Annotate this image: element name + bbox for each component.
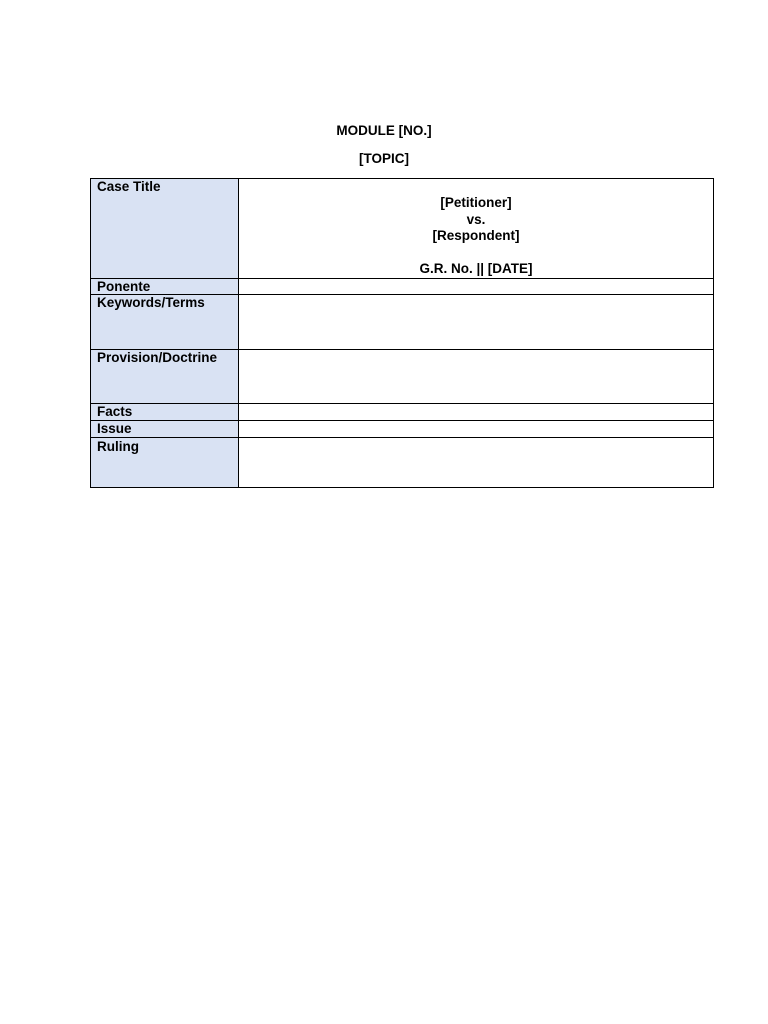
respondent-text: [Respondent] <box>432 228 520 243</box>
value-ruling[interactable] <box>239 438 714 488</box>
case-title-block <box>239 179 713 277</box>
module-heading: MODULE [NO.] <box>336 123 432 138</box>
label-keywords: Keywords/Terms <box>91 295 239 350</box>
row-case-title <box>91 179 714 279</box>
label-issue: Issue <box>91 421 239 438</box>
value-ponente[interactable] <box>239 279 714 295</box>
row-provision <box>91 350 714 404</box>
label-ruling: Ruling <box>91 438 239 488</box>
value-case-title[interactable] <box>239 179 714 279</box>
row-keywords <box>91 295 714 350</box>
value-issue[interactable] <box>239 421 714 438</box>
label-facts: Facts <box>91 404 239 421</box>
row-issue <box>91 421 714 438</box>
row-facts <box>91 404 714 421</box>
versus-text: vs. <box>466 211 486 227</box>
row-ruling <box>91 438 714 488</box>
title-spacer <box>239 245 713 261</box>
label-ponente: Ponente <box>91 279 239 295</box>
case-digest-table <box>90 178 714 488</box>
row-ponente <box>91 279 714 295</box>
petitioner-text: [Petitioner] <box>440 195 512 210</box>
value-facts[interactable] <box>239 404 714 421</box>
label-provision: Provision/Doctrine <box>91 350 239 404</box>
topic-heading: [TOPIC] <box>359 151 409 166</box>
gr-date-text: G.R. No. || [DATE] <box>419 260 533 276</box>
value-provision[interactable] <box>239 350 714 404</box>
label-case-title: Case Title <box>91 179 239 279</box>
value-keywords[interactable] <box>239 295 714 350</box>
